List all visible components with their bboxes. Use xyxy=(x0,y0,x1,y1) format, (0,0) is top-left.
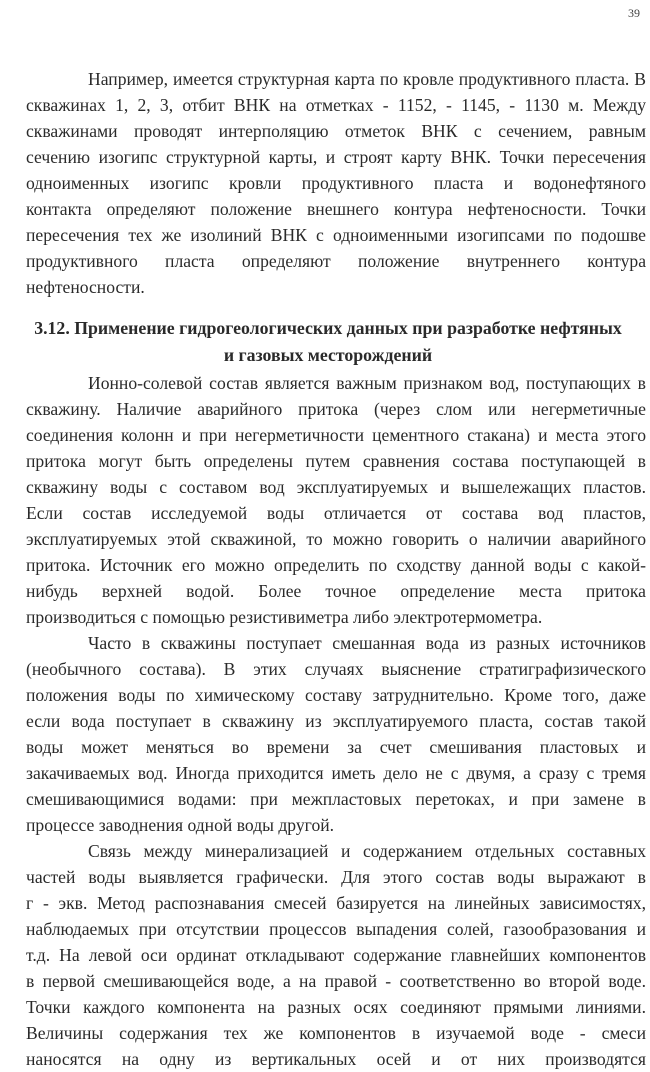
paragraph-ion-salt xyxy=(26,370,646,630)
text-line: продуктивного пласта определяют положение внутреннего контура xyxy=(26,251,646,271)
text-line: г - экв. Метод распознавания смесей базируется на линейных зависимостях, xyxy=(26,893,646,913)
text-line: притока. Источник его можно определить по сходству данной воды с какой- xyxy=(26,555,646,575)
heading-line: и газовых месторождений xyxy=(223,345,433,365)
text-line: процессе заводнения одной воды другой. xyxy=(26,815,335,835)
text-line: соединения колонн и при негерметичности цементного стакана) и места этого xyxy=(26,425,646,445)
text-line: скважинах 1, 2, 3, отбит ВНК на отметках - 1152, - 1145, - 1130 м. Между xyxy=(26,95,646,115)
text-line: скважину воды с составом вод эксплуатируемых и вышележащих пластов. xyxy=(26,477,646,497)
text-line: смешивающимися водами: при межпластовых перетоках, и при замене в xyxy=(26,789,646,809)
paragraph-mixed-water xyxy=(26,630,646,838)
text-line: т.д. На левой оси ординат откладывают содержание главнейших компонентов xyxy=(26,945,646,965)
section-heading xyxy=(10,315,646,369)
text-line: Например, имеется структурная карта по кровле продуктивного пласта. В xyxy=(88,69,646,89)
text-line: воды может меняться во времени за счет смешивания пластовых и xyxy=(26,737,646,757)
text-line: если вода поступает в скважину из эксплуатируемого пласта, состав такой xyxy=(26,711,646,731)
text-line: частей воды выявляется графически. Для этого состав воды выражают в xyxy=(26,867,646,887)
text-line: эксплуатируемых этой скважиной, то можно говорить о наличии аварийного xyxy=(26,529,646,549)
page-number: 39 xyxy=(628,6,640,20)
text-line: пересечения тех же изолиний ВНК с одноименными изогипсами по подошве xyxy=(26,225,646,245)
text-line: контакта определяют положение внешнего контура нефтеносности. Точки xyxy=(26,199,646,219)
paragraph-mineralization xyxy=(26,838,646,1072)
text-line: притока могут быть определены путем сравнения состава поступающей в xyxy=(26,451,646,471)
text-line: Связь между минерализацией и содержанием отдельных составных xyxy=(88,841,646,861)
text-line: (необычного состава). В этих случаях выяснение стратиграфизического xyxy=(26,659,646,679)
text-line: положения воды по химическому составу затруднительно. Кроме того, даже xyxy=(26,685,646,705)
text-line: закачиваемых вод. Иногда приходится иметь дело не с двумя, а сразу с тремя xyxy=(26,763,646,783)
text-line: Часто в скважины поступает смешанная вода из разных источников xyxy=(88,633,646,653)
text-line: скважинами проводят интерполяцию отметок ВНК с сечением, равным xyxy=(26,121,646,141)
text-line: в первой смешивающейся воде, а на правой - соответственно во второй воде. xyxy=(26,971,646,991)
text-line: нибудь верхней водой. Более точное определение места притока xyxy=(26,581,646,601)
text-line: нефтеносности. xyxy=(26,277,145,297)
text-line: Если состав исследуемой воды отличается от состава вод пластов, xyxy=(26,503,646,523)
text-line: производиться с помощью резистивиметра либо электротермометра. xyxy=(26,607,543,627)
text-line: Ионно-солевой состав является важным признаком вод, поступающих в xyxy=(88,373,646,393)
heading-line: 3.12. Применение гидрогеологических данных при разработке нефтяных xyxy=(34,318,622,338)
text-line: Точки каждого компонента на разных осях соединяют прямыми линиями. xyxy=(26,997,646,1017)
text-line: сечению изогипс структурной карты, и строят карту ВНК. Точки пересечения xyxy=(26,147,646,167)
paragraph-example xyxy=(26,66,646,300)
text-line: скважину. Наличие аварийного притока (через слом или негерметичные xyxy=(26,399,646,419)
text-line: одноименных изогипс кровли продуктивного пласта и водонефтяного xyxy=(26,173,646,193)
text-line: наносятся на одну из вертикальных осей и от них производятся xyxy=(26,1049,646,1069)
text-line: Величины содержания тех же компонентов в изучаемой воде - смеси xyxy=(26,1023,646,1043)
text-line: наблюдаемых при отсутствии процессов выпадения солей, газообразования и xyxy=(26,919,646,939)
